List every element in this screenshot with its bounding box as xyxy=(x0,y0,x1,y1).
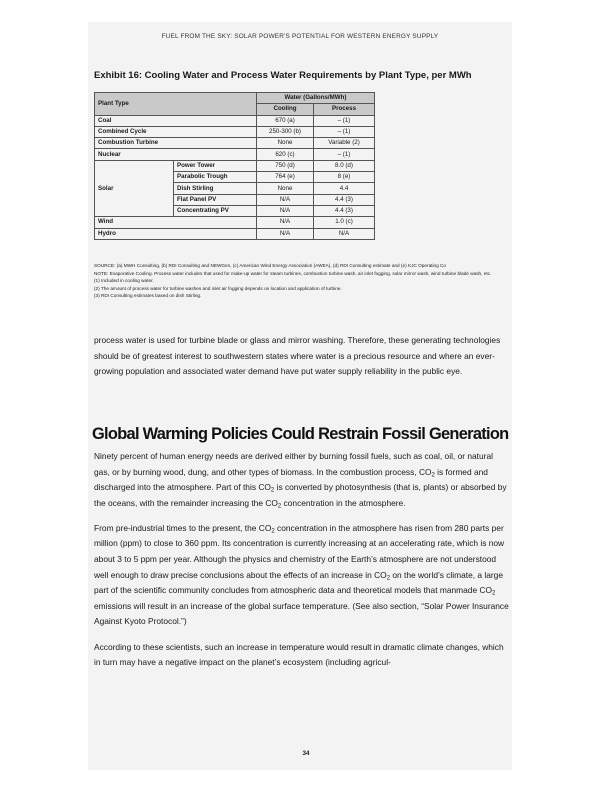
process-cell: Variable (2) xyxy=(314,138,375,149)
intro-paragraph: process water is used for turbine blade or glass and mirror washing. Therefore, these generating technologies should be of greatest interest to southwestern states where water is a precious resource and where an ever-growing population and associated water demand have put water supply reliability in the public eye. xyxy=(94,335,501,377)
plant-type-cell: Coal xyxy=(95,115,257,126)
header-cooling: Cooling xyxy=(257,104,314,115)
plant-type-cell: Combustion Turbine xyxy=(95,138,257,149)
cooling-cell: 750 (d) xyxy=(257,160,314,171)
solar-subtype-cell: Flat Panel PV xyxy=(174,194,257,205)
table-row xyxy=(95,115,375,126)
solar-subtype-cell: Parabolic Trough xyxy=(174,172,257,183)
solar-group-cell: Solar xyxy=(95,160,174,216)
paragraph-scientists: According to these scientists, such an increase in temperature would result in dramatic climate changes, which in turn may have a negative impact on the planet’s ecosystem (including agricul- xyxy=(94,641,504,668)
header-process: Process xyxy=(314,104,375,115)
running-header: FUEL FROM THE SKY: SOLAR POWER'S POTENTIAL FOR WESTERN ENERGY SUPPLY xyxy=(161,33,439,40)
process-cell: 8 (e) xyxy=(314,172,375,183)
plant-type-cell: Combined Cycle xyxy=(95,126,257,137)
process-cell: 1.0 (c) xyxy=(314,217,375,228)
table-row xyxy=(95,160,375,171)
header-plant-type: Plant Type xyxy=(95,93,257,116)
footnote-2: (2) The amount of process water for turbine washes and inlet air fogging depends on location and application of turbine. xyxy=(94,285,342,291)
cooling-cell: 764 (e) xyxy=(257,172,314,183)
note-text: NOTE: Evaporative Cooling. Process water includes that used for make-up water for steam turbines, combustion turbine wash, air inlet fogging, solar mirror wash, wind turbine blade wash, etc. xyxy=(94,270,492,276)
solar-subtype-cell: Concentrating PV xyxy=(174,205,257,216)
table-row xyxy=(95,149,375,160)
process-cell: – (1) xyxy=(314,115,375,126)
cooling-cell: N/A xyxy=(257,194,314,205)
process-cell: 4.4 (3) xyxy=(314,194,375,205)
plant-type-cell: Wind xyxy=(95,217,257,228)
cooling-cell: N/A xyxy=(257,205,314,216)
footnote-1: (1) Included in cooling water. xyxy=(94,278,154,284)
process-cell: 4.4 xyxy=(314,183,375,194)
paragraph-combustion: Ninety percent of human energy needs are derived either by burning fossil fuels, such as coal, oil, or natural gas, or by burning wood, dung, and other types of biomass. In the combustion process, $CO_2$ is formed and discharged into the atmosphere. Part of this $CO_2$ is converted by photosynthesis (that is, plants) or absorbed by the oceans, with the remainder increasing the $CO_2$ concentration in the atmosphere. xyxy=(94,451,507,510)
exhibit-title: Exhibit 16: Cooling Water and Process Water Requirements by Plant Type, per MWh xyxy=(94,70,472,81)
process-cell: 4.4 (3) xyxy=(314,205,375,216)
source-note: SOURCE: (a) MWH Consulting, (b) RDI Consulting and NEWGen, (c) American Wind Energy Association (AWEA), (d) RDI Consulting estimate and (e) KJC Operating Co xyxy=(94,263,447,268)
cooling-cell: 250-300 (b) xyxy=(257,126,314,137)
table-row xyxy=(95,138,375,149)
footnote-3: (3) RDI Consulting estimates based on dish Stirling. xyxy=(94,293,202,299)
header-water-group: Water (Gallons/MWh) xyxy=(257,93,375,104)
table-row xyxy=(95,228,375,239)
intro-text xyxy=(94,333,510,389)
section-heading: Global Warming Policies Could Restrain Fossil Generation xyxy=(92,425,509,443)
process-cell: 8.0 (d) xyxy=(314,160,375,171)
water-requirements-table xyxy=(94,92,375,240)
cooling-cell: None xyxy=(257,183,314,194)
table-row xyxy=(95,126,375,137)
cooling-cell: N/A xyxy=(257,217,314,228)
solar-subtype-cell: Power Tower xyxy=(174,160,257,171)
process-cell: – (1) xyxy=(314,149,375,160)
cooling-cell: 620 (c) xyxy=(257,149,314,160)
section-body xyxy=(94,449,510,680)
cooling-cell: 670 (a) xyxy=(257,115,314,126)
plant-type-cell: Nuclear xyxy=(95,149,257,160)
solar-subtype-cell: Dish Stirling xyxy=(174,183,257,194)
table-row xyxy=(95,217,375,228)
plant-type-cell: Hydro xyxy=(95,228,257,239)
cooling-cell: None xyxy=(257,138,314,149)
paragraph-concentration: From pre-industrial times to the present, the $CO_2$ concentration in the atmosphere has risen from 280 parts per million (ppm) to close to 360 ppm. Its concentration is currently increasing at an accelerating rate, which is now about 3 to 5 ppm per year. Although the physics and chemistry of the Earth’s atmosphere are not understood well enough to draw precise conclusions about the effects of an increase in $CO_2$ on the world’s climate, a large part of the scientific community concludes from atmospheric data and theoretical models that manmade $CO_2$ emissions will result in an increase of the global surface temperature. (See also section, “Solar Power Insurance Against Kyoto Protocol.”) xyxy=(94,522,509,627)
table-header-row xyxy=(95,93,375,104)
process-cell: N/A xyxy=(314,228,375,239)
cooling-cell: N/A xyxy=(257,228,314,239)
page-number: 34 xyxy=(302,750,310,757)
process-cell: – (1) xyxy=(314,126,375,137)
table-notes xyxy=(94,262,506,300)
